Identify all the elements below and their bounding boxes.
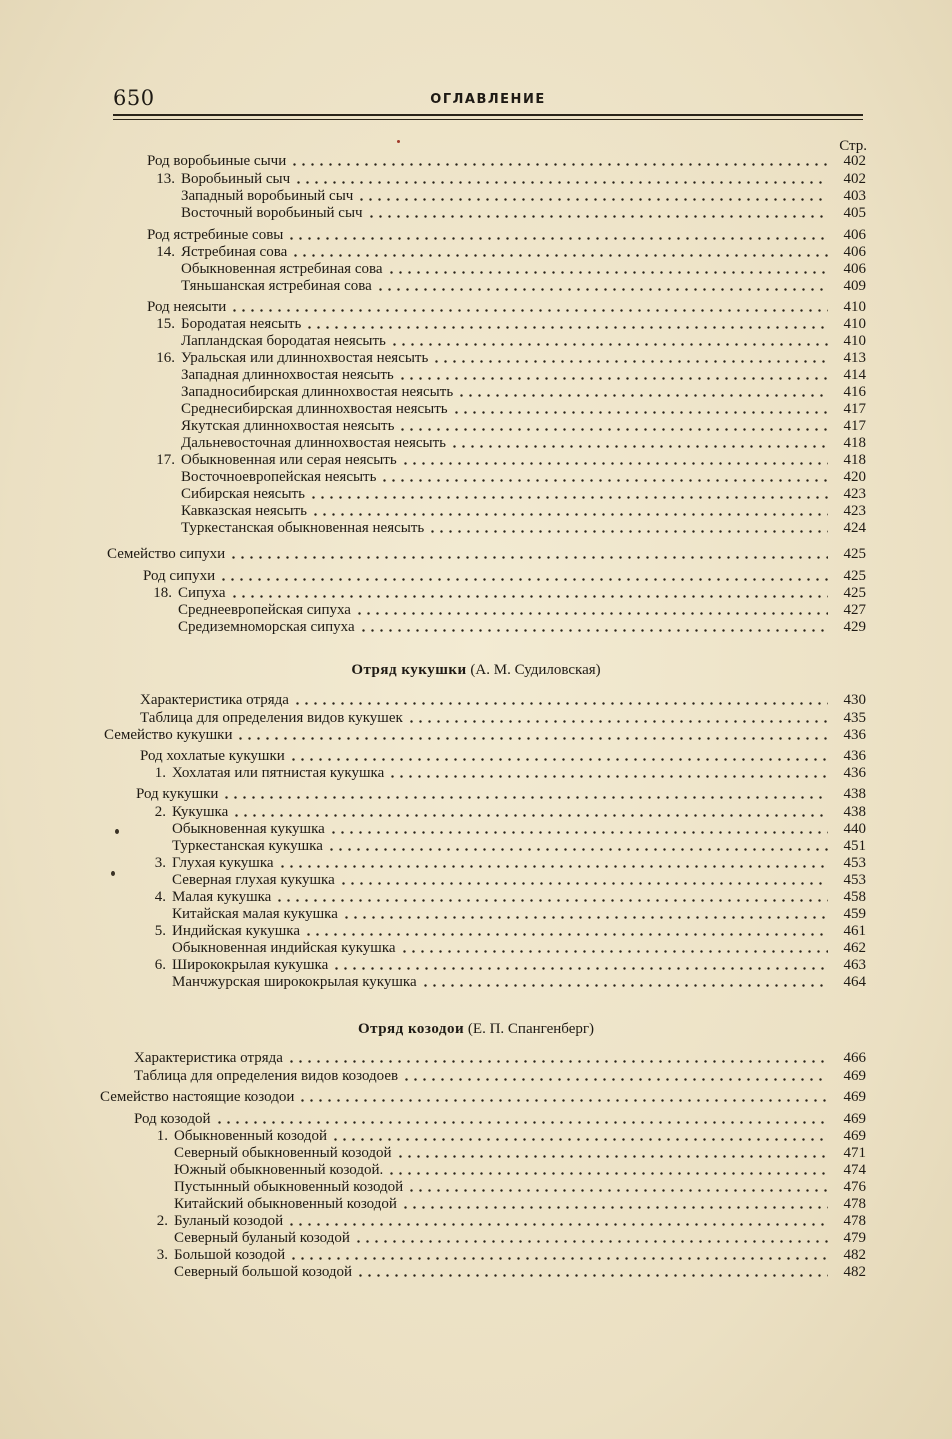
toc-entry bbox=[143, 568, 866, 585]
dot-leader bbox=[298, 1098, 828, 1103]
toc-entry-label: Род сипухи bbox=[143, 568, 216, 584]
dot-leader bbox=[329, 830, 828, 835]
toc-entry-page: 461 bbox=[843, 923, 866, 939]
toc-entry-label: Обыкновенная кукушка bbox=[172, 821, 325, 837]
toc-entry-number: 3. bbox=[154, 855, 166, 871]
dot-leader bbox=[402, 1077, 828, 1082]
toc-entry-label: Сипуха bbox=[178, 585, 226, 601]
toc-entry-label: Среднеевропейская сипуха bbox=[178, 602, 351, 618]
dot-leader bbox=[387, 270, 828, 275]
toc-entry-label: Малая кукушка bbox=[172, 889, 272, 905]
dot-leader bbox=[407, 1188, 828, 1193]
toc-entry-number: 6. bbox=[154, 957, 166, 973]
dot-leader bbox=[354, 1239, 828, 1244]
dot-leader bbox=[359, 628, 828, 633]
toc-entry bbox=[100, 1089, 866, 1106]
toc-entry-label: Таблица для определения видов козодоев bbox=[134, 1068, 399, 1084]
toc-entry-label: Лапландская бородатая неясыть bbox=[181, 333, 386, 349]
dot-leader bbox=[457, 393, 828, 398]
dot-leader bbox=[222, 795, 828, 800]
toc-entry-label: Большой козодой bbox=[174, 1247, 286, 1263]
toc-entry-page: 482 bbox=[843, 1264, 866, 1280]
toc-entry-number: 4. bbox=[154, 889, 166, 905]
dot-leader bbox=[293, 701, 828, 706]
toc-entry-label: Южный обыкновенный козодой. bbox=[174, 1162, 384, 1178]
toc-entry-page: 469 bbox=[843, 1111, 866, 1127]
toc-entry-label: Западная длиннохвостая неясыть bbox=[181, 367, 394, 383]
dot-leader bbox=[376, 287, 828, 292]
toc-entry-label: Восточный воробьиный сыч bbox=[181, 205, 363, 221]
toc-entry-page: 438 bbox=[843, 786, 866, 802]
toc-entry-label: Северный большой козодой bbox=[174, 1264, 353, 1280]
dot-leader bbox=[428, 529, 828, 534]
toc-entry bbox=[142, 855, 866, 872]
toc-entry bbox=[142, 889, 866, 906]
dot-leader bbox=[229, 555, 828, 560]
dot-leader bbox=[400, 949, 828, 954]
toc-entry-label: Северный буланый козодой bbox=[174, 1230, 350, 1246]
toc-entry-number: 1. bbox=[154, 765, 166, 781]
toc-entry-number: 14. bbox=[156, 244, 175, 260]
toc-entry-page: 430 bbox=[843, 692, 866, 708]
toc-entry-label: Глухая кукушка bbox=[172, 855, 274, 871]
toc-entry-label: Обыкновенная или серая неясыть bbox=[181, 452, 397, 468]
toc-entry-page: 435 bbox=[843, 710, 866, 726]
toc-entry-page: 424 bbox=[843, 520, 866, 536]
toc-entry bbox=[147, 299, 866, 316]
toc-entry bbox=[149, 350, 866, 367]
dot-leader bbox=[401, 461, 828, 466]
toc-entry-page: 414 bbox=[843, 367, 866, 383]
section-title: Отряд козодои bbox=[357, 1021, 465, 1037]
toc-entry-page: 453 bbox=[843, 855, 866, 871]
dot-leader bbox=[432, 359, 828, 364]
dot-leader bbox=[396, 1154, 828, 1159]
toc-entry-label: Характеристика отряда bbox=[140, 692, 289, 708]
toc-entry bbox=[174, 1162, 866, 1179]
toc-entry-label: Якутская длиннохвостая неясыть bbox=[181, 418, 395, 434]
toc-entry bbox=[181, 278, 866, 295]
toc-entry bbox=[134, 1050, 866, 1067]
toc-entry bbox=[140, 748, 866, 765]
toc-entry-page: 402 bbox=[843, 171, 866, 187]
toc-entry bbox=[142, 1128, 866, 1145]
dot-leader bbox=[331, 1137, 828, 1142]
toc-entry bbox=[174, 1179, 866, 1196]
toc-entry bbox=[172, 821, 866, 838]
toc-entry-number: 16. bbox=[156, 350, 175, 366]
toc-entry-label: Характеристика отряда bbox=[134, 1050, 283, 1066]
toc-entry-page: 478 bbox=[843, 1213, 866, 1229]
toc-entry-label: Северная глухая кукушка bbox=[172, 872, 335, 888]
dot-leader bbox=[327, 847, 828, 852]
header-rule-thick bbox=[113, 114, 863, 116]
toc-entry-label: Пустынный обыкновенный козодой bbox=[174, 1179, 404, 1195]
dot-leader bbox=[380, 478, 828, 483]
dot-leader bbox=[305, 325, 828, 330]
ink-speck bbox=[397, 140, 400, 143]
toc-entry bbox=[172, 906, 866, 923]
ink-speck bbox=[115, 829, 119, 834]
toc-entry-label: Китайский обыкновенный козодой bbox=[174, 1196, 397, 1212]
toc-entry bbox=[142, 923, 866, 940]
dot-leader bbox=[388, 774, 828, 779]
dot-leader bbox=[356, 1273, 828, 1278]
toc-entry bbox=[149, 452, 866, 469]
toc-entry-page: 436 bbox=[843, 765, 866, 781]
toc-entry bbox=[142, 765, 866, 782]
toc-entry-label: Обыкновенная индийская кукушка bbox=[172, 940, 396, 956]
toc-entry bbox=[172, 974, 866, 991]
toc-entry bbox=[142, 804, 866, 821]
dot-leader bbox=[275, 898, 828, 903]
toc-entry-page: 462 bbox=[843, 940, 866, 956]
toc-entry-number: 2. bbox=[156, 1213, 168, 1229]
toc-entry-label: Воробьиный сыч bbox=[181, 171, 291, 187]
toc-entry bbox=[181, 384, 866, 401]
toc-entry bbox=[136, 786, 866, 803]
toc-entry-page: 410 bbox=[843, 316, 866, 332]
toc-entry-label: Дальневосточная длиннохвостая неясыть bbox=[181, 435, 446, 451]
toc-entry bbox=[149, 171, 866, 188]
toc-entry-page: 482 bbox=[843, 1247, 866, 1263]
toc-entry-page: 429 bbox=[843, 619, 866, 635]
dot-leader bbox=[232, 813, 828, 818]
page-title: ОГЛАВЛЕНИЕ bbox=[430, 92, 546, 107]
toc-entry-page: 418 bbox=[843, 452, 866, 468]
toc-entry-label: Семейство кукушки bbox=[104, 727, 233, 743]
toc-entry-page: 469 bbox=[843, 1068, 866, 1084]
section-author: (А. М. Судиловская) bbox=[470, 662, 601, 678]
dot-leader bbox=[287, 1059, 828, 1064]
toc-entry bbox=[181, 367, 866, 384]
dot-leader bbox=[339, 881, 828, 886]
toc-entry-label: Среднесибирская длиннохвостая неясыть bbox=[181, 401, 448, 417]
dot-leader bbox=[290, 162, 828, 167]
toc-entry bbox=[107, 546, 866, 563]
toc-entry-page: 427 bbox=[843, 602, 866, 618]
dot-leader bbox=[287, 1222, 828, 1227]
dot-leader bbox=[289, 1256, 828, 1261]
dot-leader bbox=[294, 180, 828, 185]
toc-entry-page: 458 bbox=[843, 889, 866, 905]
toc-entry-page: 440 bbox=[843, 821, 866, 837]
toc-entry bbox=[174, 1145, 866, 1162]
toc-entry bbox=[181, 261, 866, 278]
toc-entry-label: Род ястребиные совы bbox=[147, 227, 284, 243]
toc-entry-page: 478 bbox=[843, 1196, 866, 1212]
toc-entry-page: 425 bbox=[843, 546, 866, 562]
dot-leader bbox=[219, 577, 828, 582]
dot-leader bbox=[407, 719, 828, 724]
toc-entry-page: 466 bbox=[843, 1050, 866, 1066]
toc-entry bbox=[142, 1247, 866, 1264]
toc-entry-page: 459 bbox=[843, 906, 866, 922]
dot-leader bbox=[230, 594, 828, 599]
toc-entry-page: 406 bbox=[843, 261, 866, 277]
dot-leader bbox=[450, 444, 828, 449]
toc-entry-label: Восточноевропейская неясыть bbox=[181, 469, 377, 485]
toc-entry-label: Индийская кукушка bbox=[172, 923, 300, 939]
toc-entry-label: Род кукушки bbox=[136, 786, 219, 802]
toc-entry bbox=[174, 1264, 866, 1281]
toc-entry bbox=[178, 602, 866, 619]
toc-entry-number: 17. bbox=[156, 452, 175, 468]
toc-entry-page: 453 bbox=[843, 872, 866, 888]
toc-entry-label: Хохлатая или пятнистая кукушка bbox=[172, 765, 385, 781]
toc-entry bbox=[181, 401, 866, 418]
dot-leader bbox=[311, 512, 828, 517]
header-rule-thin bbox=[113, 119, 863, 120]
toc-entry-page: 409 bbox=[843, 278, 866, 294]
toc-entry bbox=[181, 205, 866, 222]
toc-entry-label: Северный обыкновенный козодой bbox=[174, 1145, 392, 1161]
toc-entry-page: 423 bbox=[843, 486, 866, 502]
toc-entry-page: 463 bbox=[843, 957, 866, 973]
running-head bbox=[113, 86, 863, 110]
toc-entry-label: Обыкновенная ястребиная сова bbox=[181, 261, 383, 277]
toc-entry-number: 5. bbox=[154, 923, 166, 939]
toc-entry-number: 1. bbox=[156, 1128, 168, 1144]
toc-entry-label: Кукушка bbox=[172, 804, 229, 820]
dot-leader bbox=[342, 915, 828, 920]
dot-leader bbox=[355, 611, 828, 616]
toc-entry-label: Ястребиная сова bbox=[181, 244, 288, 260]
toc-entry bbox=[181, 486, 866, 503]
toc-entry-page: 425 bbox=[843, 568, 866, 584]
toc-entry bbox=[134, 1068, 866, 1085]
toc-entry-label: Туркестанская кукушка bbox=[172, 838, 323, 854]
toc-entry-label: Уральская или длиннохвостая неясыть bbox=[181, 350, 429, 366]
toc-entry-page: 436 bbox=[843, 727, 866, 743]
toc-entry bbox=[174, 1230, 866, 1247]
toc-entry-page: 464 bbox=[843, 974, 866, 990]
toc-entry-label: Буланый козодой bbox=[174, 1213, 284, 1229]
dot-leader bbox=[278, 864, 828, 869]
toc-entry-label: Род хохлатые кукушки bbox=[140, 748, 285, 764]
toc-entry-page: 469 bbox=[843, 1089, 866, 1105]
toc-entry-page: 476 bbox=[843, 1179, 866, 1195]
toc-entry-number: 3. bbox=[156, 1247, 168, 1263]
section-author: (Е. П. Спангенберг) bbox=[467, 1021, 595, 1037]
toc-entry-page: 474 bbox=[843, 1162, 866, 1178]
toc-entry-page: 413 bbox=[843, 350, 866, 366]
dot-leader bbox=[401, 1205, 828, 1210]
dot-leader bbox=[387, 1171, 828, 1176]
toc-entry-page: 451 bbox=[843, 838, 866, 854]
toc-entry-page: 436 bbox=[843, 748, 866, 764]
toc-entry-label: Обыкновенный козодой bbox=[174, 1128, 328, 1144]
dot-leader bbox=[304, 932, 828, 937]
toc-entry-page: 416 bbox=[843, 384, 866, 400]
toc-entry-label: Семейство настоящие козодои bbox=[100, 1089, 295, 1105]
section-heading-nightjars bbox=[0, 1021, 952, 1038]
toc-entry bbox=[149, 316, 866, 333]
toc-entry-page: 469 bbox=[843, 1128, 866, 1144]
dot-leader bbox=[421, 983, 828, 988]
toc-entry-page: 410 bbox=[843, 333, 866, 349]
toc-entry bbox=[140, 692, 866, 709]
toc-entry-number: 13. bbox=[156, 171, 175, 187]
dot-leader bbox=[309, 495, 828, 500]
toc-entry-number: 2. bbox=[154, 804, 166, 820]
dot-leader bbox=[332, 966, 828, 971]
toc-entry bbox=[104, 727, 866, 744]
toc-entry-label: Сибирская неясыть bbox=[181, 486, 305, 502]
toc-entry-page: 405 bbox=[843, 205, 866, 221]
toc-entry-label: Род козодой bbox=[134, 1111, 211, 1127]
toc-entry-page: 406 bbox=[843, 227, 866, 243]
toc-entry bbox=[144, 585, 866, 602]
toc-entry bbox=[147, 153, 866, 170]
dot-leader bbox=[236, 736, 828, 741]
toc-entry-page: 423 bbox=[843, 503, 866, 519]
toc-entry-page: 402 bbox=[843, 153, 866, 169]
toc-entry bbox=[181, 435, 866, 452]
ink-speck bbox=[111, 871, 115, 876]
toc-entry bbox=[172, 872, 866, 889]
toc-entry bbox=[140, 710, 866, 727]
toc-entry bbox=[172, 838, 866, 855]
toc-entry-label: Туркестанская обыкновенная неясыть bbox=[181, 520, 425, 536]
toc-entry bbox=[142, 1213, 866, 1230]
dot-leader bbox=[230, 308, 828, 313]
dot-leader bbox=[357, 197, 828, 202]
toc-entry-label: Род воробьиные сычи bbox=[147, 153, 287, 169]
toc-entry-page: 479 bbox=[843, 1230, 866, 1246]
page-column-label: Стр. bbox=[839, 138, 867, 154]
dot-leader bbox=[390, 342, 828, 347]
toc-entry-label: Западносибирская длиннохвостая неясыть bbox=[181, 384, 454, 400]
toc-entry bbox=[147, 227, 866, 244]
toc-entry bbox=[178, 619, 866, 636]
toc-entry-label: Кавказская неясыть bbox=[181, 503, 307, 519]
dot-leader bbox=[452, 410, 828, 415]
section-title: Отряд кукушки bbox=[351, 662, 467, 678]
toc-entry-label: Таблица для определения видов кукушек bbox=[140, 710, 403, 726]
toc-entry-page: 471 bbox=[843, 1145, 866, 1161]
dot-leader bbox=[289, 757, 828, 762]
toc-entry bbox=[181, 469, 866, 486]
toc-entry-label: Западный воробьиный сыч bbox=[181, 188, 354, 204]
toc-entry-page: 420 bbox=[843, 469, 866, 485]
toc-entry-label: Род неясыти bbox=[147, 299, 227, 315]
toc-entry-label: Ширококрылая кукушка bbox=[172, 957, 329, 973]
toc-entry-page: 418 bbox=[843, 435, 866, 451]
toc-entry-page: 403 bbox=[843, 188, 866, 204]
toc-entry bbox=[181, 520, 866, 537]
page-number: 650 bbox=[113, 86, 155, 110]
toc-entry-page: 417 bbox=[843, 418, 866, 434]
toc-entry bbox=[172, 940, 866, 957]
dot-leader bbox=[398, 376, 828, 381]
section-heading-cuckoos bbox=[0, 662, 952, 679]
toc-entry bbox=[142, 957, 866, 974]
toc-entry bbox=[181, 188, 866, 205]
toc-entry-number: 18. bbox=[153, 585, 172, 601]
toc-entry-page: 417 bbox=[843, 401, 866, 417]
toc-entry-label: Манчжурская ширококрылая кукушка bbox=[172, 974, 417, 990]
toc-entry-page: 410 bbox=[843, 299, 866, 315]
toc-entry-label: Семейство сипухи bbox=[107, 546, 226, 562]
toc-entry-page: 406 bbox=[843, 244, 866, 260]
toc-entry bbox=[181, 503, 866, 520]
toc-entry-number: 15. bbox=[156, 316, 175, 332]
toc-entry bbox=[181, 418, 866, 435]
toc-entry-label: Китайская малая кукушка bbox=[172, 906, 338, 922]
toc-entry-label: Тяньшанская ястребиная сова bbox=[181, 278, 372, 294]
dot-leader bbox=[398, 427, 828, 432]
toc-entry-label: Средиземноморская сипуха bbox=[178, 619, 355, 635]
toc-entry bbox=[149, 244, 866, 261]
toc-entry bbox=[181, 333, 866, 350]
dot-leader bbox=[287, 236, 828, 241]
dot-leader bbox=[215, 1120, 828, 1125]
toc-entry bbox=[134, 1111, 866, 1128]
toc-entry-label: Бородатая неясыть bbox=[181, 316, 302, 332]
toc-entry-page: 438 bbox=[843, 804, 866, 820]
toc-entry-page: 425 bbox=[843, 585, 866, 601]
toc-entry bbox=[174, 1196, 866, 1213]
dot-leader bbox=[291, 253, 828, 258]
dot-leader bbox=[367, 214, 828, 219]
